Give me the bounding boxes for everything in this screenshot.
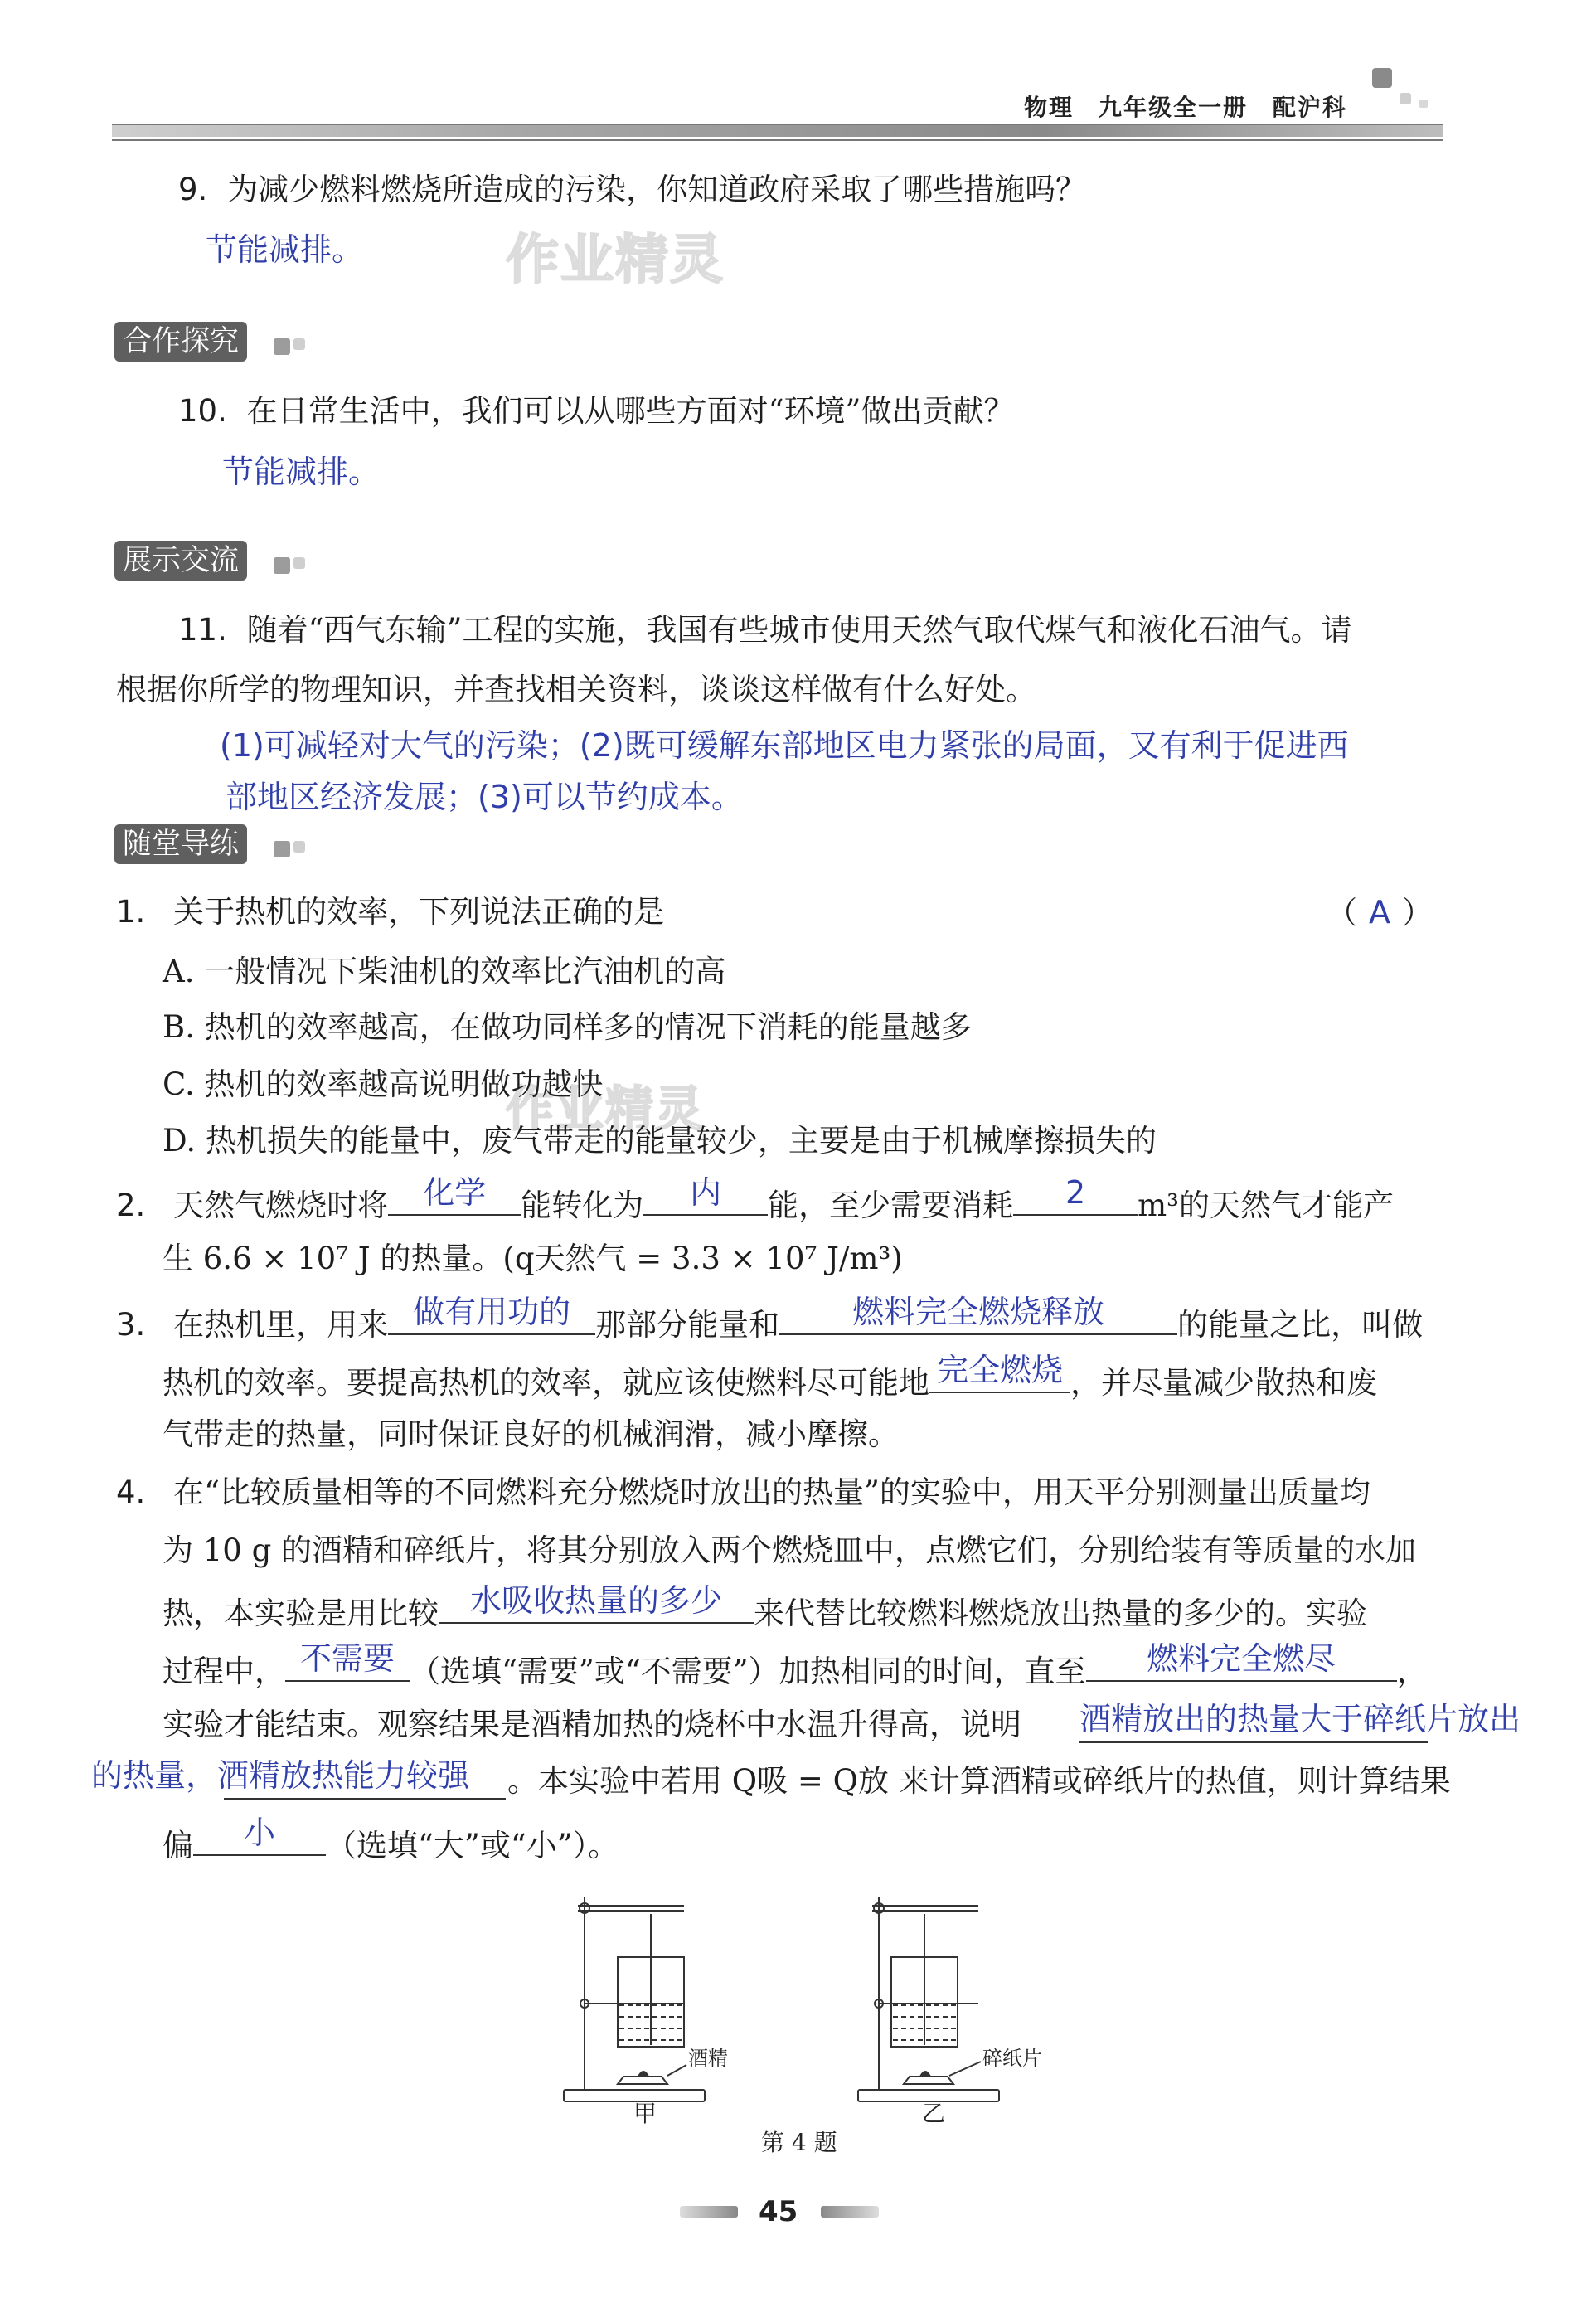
blank-2 <box>779 1294 1177 1335</box>
text: 偏 <box>163 1828 193 1863</box>
answer-10: 节能减排。 <box>222 454 381 490</box>
text: m³的天然气才能产 <box>1138 1188 1394 1223</box>
text: 在“比较质量相等的不同燃料充分燃烧时放出的热量”的实验中，用天平分别测量出质量均 <box>173 1474 1370 1510</box>
answer: 水吸收热量的多少 <box>469 1582 722 1619</box>
option-d: D. 热机损失的能量中，废气带走的能量较少，主要是由于机械摩擦损失的 <box>163 1123 1157 1159</box>
answer: 燃料完全燃烧释放 <box>852 1294 1105 1330</box>
paren-open: （ <box>1327 895 1357 930</box>
question-text-line1: 随着“西气东输”工程的实施，我国有些城市使用天然气取代煤气和液化石油气。请 <box>246 612 1352 648</box>
answer: 完全燃烧 <box>936 1352 1063 1388</box>
blank-1 <box>388 1294 595 1335</box>
answer-1: A <box>1369 894 1390 930</box>
question-number: 3. <box>116 1307 146 1343</box>
watermark: 作业精灵 <box>506 1081 706 1137</box>
answer-bracket <box>1327 892 1433 933</box>
text: （选填“大”或“小”）。 <box>326 1828 619 1863</box>
header-decoration-small <box>1400 93 1411 104</box>
caption-left: 甲 <box>633 2100 657 2127</box>
fuel-label-left: 酒精 <box>688 2047 728 2070</box>
answer-9: 节能减排。 <box>206 231 364 268</box>
answer: 2 <box>1065 1174 1086 1211</box>
option-c: C. 热机的效率越高说明做功越快 <box>163 1066 604 1102</box>
fuel-label-right: 碎纸片 <box>982 2047 1042 2070</box>
label-pointer <box>949 2062 981 2076</box>
burner-dish <box>904 2077 953 2084</box>
text: （选填“需要”或“不需要”）加热相同的时间，直至 <box>410 1654 1086 1689</box>
answer: 化学 <box>423 1174 487 1211</box>
answer: 内 <box>690 1174 722 1211</box>
blank-4-underline <box>1079 1742 1428 1743</box>
option-b: B. 热机的效率越高，在做功同样多的情况下消耗的能量越多 <box>163 1009 972 1045</box>
blank-1 <box>388 1174 521 1216</box>
question-10 <box>178 391 1014 431</box>
figure-title: 第 4 题 <box>761 2129 837 2154</box>
footer-decoration-left <box>680 2206 738 2218</box>
option-a: A. 一般情况下柴油机的效率比汽油机的高 <box>163 954 726 989</box>
blank-5 <box>193 1814 326 1856</box>
section-decoration <box>274 841 290 857</box>
flame <box>920 2072 930 2077</box>
text: ，并尽量减少散热和废 <box>1070 1365 1377 1401</box>
section-decoration <box>293 841 305 853</box>
watermark: 作业精灵 <box>506 230 725 291</box>
label-pointer <box>667 2065 686 2076</box>
blank-2 <box>285 1640 410 1682</box>
answer-4-line2: 的热量，酒精放热能力较强 <box>91 1757 470 1794</box>
practice-4-line7 <box>163 1814 619 1866</box>
practice-3-line2 <box>163 1352 1377 1403</box>
section-label-display: 展示交流 <box>114 541 247 580</box>
answer: 燃料完全燃尽 <box>1147 1640 1336 1677</box>
question-number: 2. <box>116 1188 146 1223</box>
practice-2-line2: 生 6.6 × 10⁷ J 的热量。(q天然气 = 3.3 × 10⁷ J/m³) <box>163 1241 903 1276</box>
question-text: 在日常生活中，我们可以从哪些方面对“环境”做出贡献？ <box>246 393 1015 429</box>
header-rule <box>112 124 1443 137</box>
answer: 做有用功的 <box>413 1294 571 1330</box>
section-decoration <box>274 338 290 355</box>
answer: 小 <box>243 1814 275 1851</box>
blank-2 <box>643 1174 768 1216</box>
caption-right: 乙 <box>922 2100 946 2127</box>
answer-11-line2: 部地区经济发展；(3)可以节约成本。 <box>226 779 743 815</box>
answer-4-line1: 酒精放出的热量大于碎纸片放出 <box>1079 1701 1521 1737</box>
practice-4-line2: 为 10 g 的酒精和碎纸片，将其分别放入两个燃烧皿中，点燃它们，分别给装有等质量的水加 <box>163 1533 1417 1568</box>
text: 在热机里，用来 <box>173 1307 389 1343</box>
text: 来代替比较燃料燃烧放出热量的多少的。实验 <box>754 1596 1367 1631</box>
header-decoration <box>1372 68 1392 88</box>
question-number: 10. <box>178 393 227 429</box>
question-9 <box>178 170 1086 210</box>
text: 的能量之比，叫做 <box>1177 1307 1424 1343</box>
question-number: 4. <box>116 1474 146 1510</box>
practice-4-line5: 实验才能结束。观察结果是酒精加热的烧杯中水温升得高，说明 <box>163 1707 1021 1742</box>
text: 过程中， <box>163 1654 285 1689</box>
header-text: 物理 九年级全一册 配沪科 <box>1023 94 1347 121</box>
apparatus-diagram <box>547 1881 1094 2154</box>
question-number: 9. <box>178 172 208 207</box>
section-label-practice: 随堂导练 <box>114 824 247 864</box>
text: 天然气燃烧时将 <box>173 1188 389 1223</box>
practice-4-line6: 。本实验中若用 Q吸 = Q放 来计算酒精或碎纸片的热值，则计算结果 <box>507 1763 1451 1799</box>
figure-apparatus <box>547 1881 1094 2154</box>
text: 能转化为 <box>521 1188 644 1223</box>
question-number: 1. <box>116 894 146 930</box>
section-decoration <box>293 338 305 350</box>
text: ， <box>1396 1654 1428 1689</box>
apparatus-right <box>858 1897 999 2101</box>
question-11-line2: 根据你所学的物理知识，并查找相关资料，谈谈这样做有什么好处。 <box>116 672 1036 707</box>
blank-1 <box>439 1582 754 1624</box>
paren-close: ） <box>1402 895 1433 930</box>
blank-4-underline-2 <box>224 1798 506 1800</box>
section-label-cooperate: 合作探究 <box>114 322 247 362</box>
section-decoration <box>293 557 305 569</box>
question-text: 为减少燃料燃烧所造成的污染，你知道政府采取了哪些措施吗？ <box>227 172 1087 207</box>
blank-3 <box>1013 1174 1138 1216</box>
practice-4-line4 <box>163 1640 1428 1692</box>
page-number: 45 <box>759 2195 798 2228</box>
practice-3-line3: 气带走的热量，同时保证良好的机械润滑，减小摩擦。 <box>163 1416 899 1452</box>
blank-3 <box>1086 1640 1397 1682</box>
apparatus-left <box>564 1897 705 2101</box>
burner-dish <box>618 2077 667 2084</box>
question-number: 11. <box>178 612 227 648</box>
answer: 不需要 <box>299 1640 395 1677</box>
header-rule-thin <box>112 139 1443 141</box>
practice-2 <box>116 1174 1394 1226</box>
flame <box>638 2072 648 2077</box>
text: 热机的效率。要提高热机的效率，就应该使燃料尽可能地 <box>163 1365 929 1401</box>
text: 那部分能量和 <box>595 1307 780 1343</box>
text: 能，至少需要消耗 <box>768 1188 1014 1223</box>
practice-3 <box>116 1294 1424 1345</box>
practice-4 <box>116 1473 1370 1513</box>
section-decoration <box>274 557 290 574</box>
question-stem: 关于热机的效率，下列说法正确的是 <box>173 894 665 930</box>
practice-1 <box>116 892 664 932</box>
practice-4-line3 <box>163 1582 1367 1634</box>
header-decoration-dot <box>1419 100 1428 108</box>
footer-decoration-right <box>821 2206 879 2218</box>
answer-11-line1: (1)可减轻对大气的污染；(2)既可缓解东部地区电力紧张的局面，又有利于促进西 <box>220 727 1349 764</box>
blank-3 <box>929 1352 1070 1393</box>
text: 热，本实验是用比较 <box>163 1596 439 1631</box>
question-11 <box>178 610 1351 650</box>
